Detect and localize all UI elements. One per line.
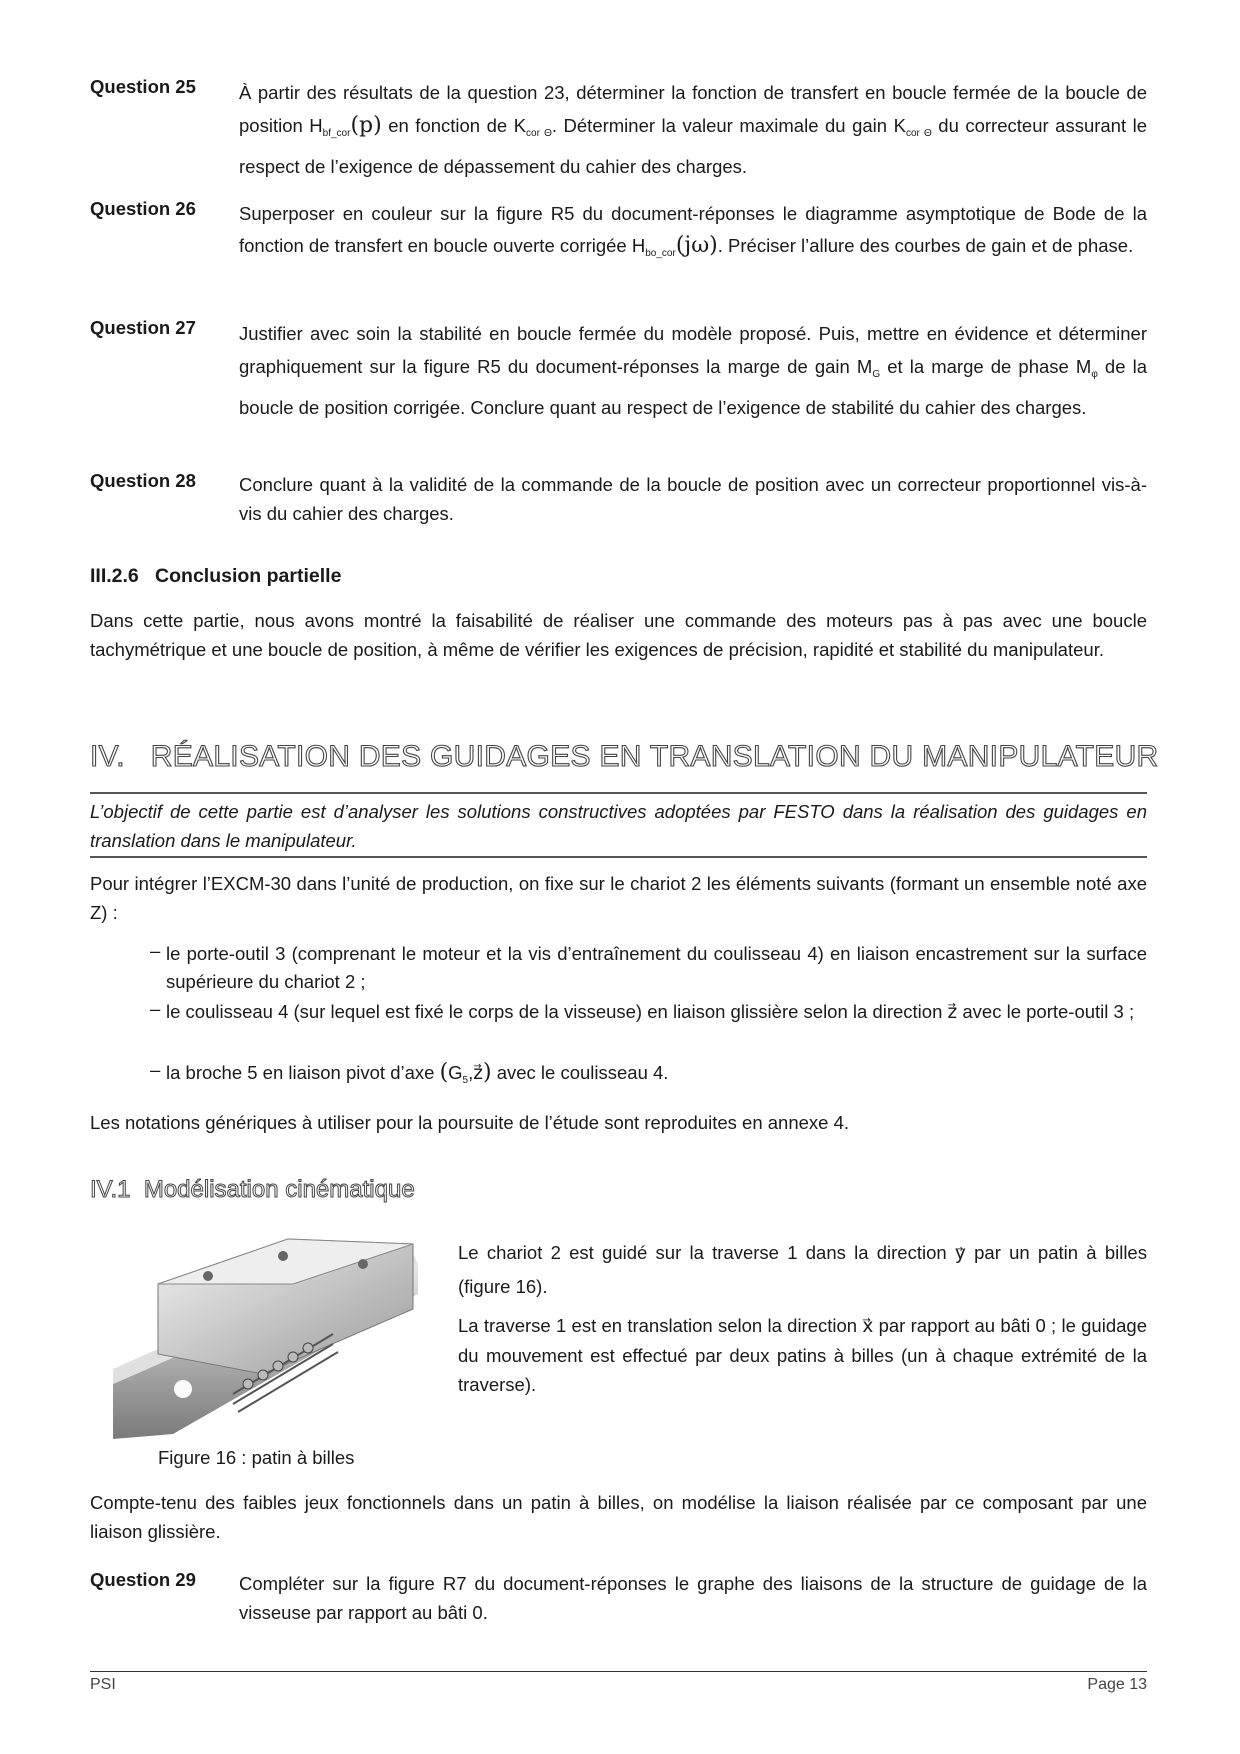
question-26-text bbox=[239, 198, 1147, 270]
section-heading-4 bbox=[90, 740, 1159, 774]
text: la broche 5 en liaison pivot d’axe bbox=[166, 1062, 440, 1083]
text: en fonction de bbox=[381, 115, 514, 136]
conclusion-paragraph: Dans cette partie, nous avons montré la faisabilité de réaliser une commande des moteurs pas à pas avec une boucle tachymétrique et une boucle de position, à même de vérifier les exigences de précision, rapidité et stabilité du manipulateur. bbox=[90, 610, 1147, 660]
math-h-bf-cor bbox=[309, 113, 382, 139]
text: avec le coulisseau 4. bbox=[491, 1062, 669, 1083]
figure-caption: Figure 16 : patin à billes bbox=[158, 1447, 355, 1468]
intro-paragraph: Pour intégrer l’EXCM-30 dans l’unité de production, on fixe sur le chariot 2 les éléments suivants (formant un ensemble noté axe Z) : bbox=[90, 873, 1147, 923]
ball-bearing-carriage-image bbox=[113, 1234, 418, 1444]
vector-y: → y bbox=[955, 1243, 966, 1264]
question-29-label: Question 29 bbox=[90, 1569, 196, 1590]
text: Superposer en couleur sur la figure R5 du document-réponses le diagramme asymptotique de Bode de la fonction de transfert en boucle ouverte corrigée bbox=[239, 203, 1147, 256]
bullet-item: la broche 5 en liaison pivot d’axe $(G_5,\to z)$ avec le coulisseau 4. bbox=[166, 1059, 1147, 1095]
divider bbox=[90, 856, 1147, 858]
notations-paragraph: Les notations génériques à utiliser pour la poursuite de l’étude sont reproduites en annexe 4. bbox=[90, 1112, 850, 1133]
footer-divider bbox=[90, 1671, 1147, 1672]
subscript: φ bbox=[1091, 369, 1098, 380]
page-number: Page 13 bbox=[1087, 1676, 1147, 1693]
vector-x: → x bbox=[862, 1316, 873, 1337]
subscript: cor Θ bbox=[905, 128, 932, 139]
bullet-marker: – bbox=[150, 998, 161, 1019]
question-25-text bbox=[239, 76, 1147, 183]
text: du correcteur assurant le respect de l’exigence de dépassement du cahier des charges. bbox=[239, 115, 1148, 177]
question-25-label: Question 25 bbox=[90, 76, 196, 97]
section-heading-3-2-6 bbox=[90, 565, 341, 588]
subscript: G bbox=[872, 369, 881, 380]
section-title: Modélisation cinématique bbox=[143, 1176, 415, 1203]
objective-text: L’objectif de cette partie est d’analyser les solutions constructives adoptées par FESTO dans la réalisation des guidages en translation dans le manipulateur. bbox=[90, 801, 1147, 851]
vector-z: → z bbox=[473, 1063, 483, 1084]
paren: ( bbox=[439, 1060, 449, 1085]
symbol: K bbox=[893, 115, 906, 136]
section-heading-4-1 bbox=[90, 1176, 415, 1204]
argument: (jω) bbox=[675, 233, 718, 258]
symbol: M bbox=[856, 356, 873, 377]
vector-z: → z bbox=[948, 1002, 958, 1023]
text: À partir des résultats de la question 23, déterminer la fonction de transfert en boucle fermée de la boucle de position bbox=[239, 82, 1147, 136]
symbol: M bbox=[1075, 356, 1092, 377]
text: de la boucle de position corrigée. Conclure quant au respect de l’exigence de stabilité du cahier des charges. bbox=[239, 356, 1147, 418]
paren: ) bbox=[482, 1060, 492, 1085]
question-26-label: Question 26 bbox=[90, 198, 196, 219]
bullet-item: le porte-outil 3 (comprenant le moteur et la vis d’entraînement du coulisseau 4) en liaison encastrement sur la surface supérieure du chariot 2 ; bbox=[166, 943, 1147, 992]
crossbeam-description bbox=[458, 1311, 1147, 1399]
section-title: Conclusion partielle bbox=[155, 565, 342, 587]
carriage-description bbox=[458, 1236, 1147, 1303]
text: avec le porte-outil 3 ; bbox=[957, 1001, 1135, 1022]
subscript: bf_cor bbox=[322, 128, 351, 139]
text: le coulisseau 4 (sur lequel est fixé le corps de la visseuse) en liaison glissière selon la direction bbox=[166, 1001, 948, 1022]
argument: (p) bbox=[350, 113, 382, 138]
section-number: III.2.6 bbox=[90, 565, 139, 587]
question-27-text bbox=[239, 317, 1147, 424]
glissiere-paragraph: Compte-tenu des faibles jeux fonctionnels dans un patin à billes, on modélise la liaison réalisée par ce composant par une liaison glissière. bbox=[90, 1492, 1147, 1542]
text: par un patin à billes (figure 16). bbox=[458, 1242, 1147, 1297]
text: et la marge de phase bbox=[880, 356, 1076, 377]
text: par rapport au bâti 0 ; le guidage du mouvement est effectué par deux patins à billes (un à chaque extrémité de la traverse). bbox=[458, 1315, 1147, 1395]
question-28-label: Question 28 bbox=[90, 470, 196, 491]
point-g: G bbox=[448, 1062, 463, 1083]
section-number: IV. bbox=[90, 740, 125, 773]
text: . Préciser l’allure des courbes de gain et de phase. bbox=[717, 235, 1134, 256]
question-28-text: Conclure quant à la validité de la commande de la boucle de position avec un correcteur proportionnel vis-à-vis du cahier des charges. bbox=[239, 474, 1147, 524]
question-27-label: Question 27 bbox=[90, 317, 196, 338]
text: . Déterminer la valeur maximale du gain bbox=[551, 115, 894, 136]
bullet-item bbox=[166, 998, 1147, 1027]
bullet-marker: – bbox=[150, 1059, 161, 1080]
text: La traverse 1 est en translation selon la direction bbox=[458, 1315, 863, 1336]
subscript: 5 bbox=[462, 1075, 469, 1086]
symbol: K bbox=[513, 115, 527, 136]
divider bbox=[90, 792, 1147, 794]
symbol: H bbox=[309, 115, 323, 136]
symbol: H bbox=[631, 235, 646, 256]
text: Le chariot 2 est guidé sur la traverse 1 dans la direction bbox=[458, 1242, 955, 1263]
question-29-text: Compléter sur la figure R7 du document-réponses le graphe des liaisons de la structure de guidage de la visseuse par rapport au bâti 0. bbox=[239, 1573, 1147, 1623]
text: Justifier avec soin la stabilité en boucle fermée du modèle proposé. Puis, mettre en évidence et déterminer graphiquement sur la figure R5 du document-réponses la marge de gain bbox=[239, 323, 1147, 377]
footer-left: PSI bbox=[90, 1676, 116, 1693]
subscript: bo_cor bbox=[645, 248, 676, 259]
bullet-marker: – bbox=[150, 940, 161, 961]
subscript: cor Θ bbox=[526, 128, 552, 139]
section-title: RÉALISATION DES GUIDAGES EN TRANSLATION DU MANIPULATEUR bbox=[150, 740, 1159, 773]
section-number: IV.1 bbox=[90, 1176, 131, 1203]
